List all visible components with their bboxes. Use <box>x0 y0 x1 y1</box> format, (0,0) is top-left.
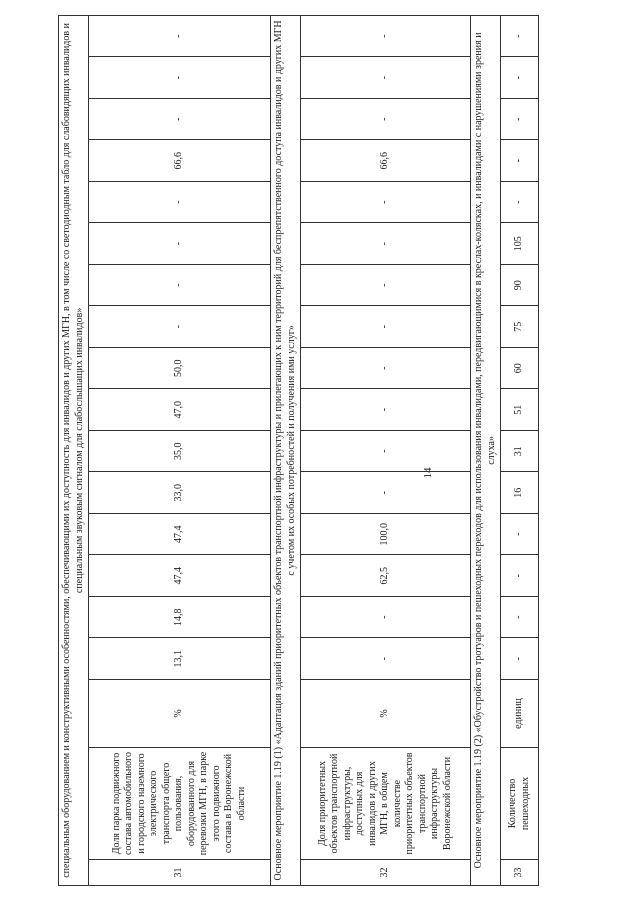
value-cell: 66,6 <box>89 140 271 182</box>
value-cell: - <box>501 638 539 680</box>
page-number: 14 <box>422 467 434 479</box>
row-number: 32 <box>301 860 471 886</box>
value-cell: - <box>89 223 271 265</box>
row-number: 31 <box>89 860 271 886</box>
value-cell: - <box>501 597 539 639</box>
value-cell: - <box>301 57 471 99</box>
value-cell: - <box>501 182 539 224</box>
value-cell: 75 <box>501 306 539 348</box>
value-cell: 51 <box>501 389 539 431</box>
unit-cell: единиц <box>501 680 539 748</box>
value-cell: - <box>89 57 271 99</box>
value-cell: - <box>301 472 471 514</box>
value-cell: - <box>89 15 271 57</box>
value-cell: - <box>89 182 271 224</box>
value-cell: 60 <box>501 348 539 390</box>
value-cell: - <box>501 57 539 99</box>
indicator-table <box>58 15 539 886</box>
value-cell: - <box>501 140 539 182</box>
value-cell: 47,0 <box>89 389 271 431</box>
value-cell: - <box>301 638 471 680</box>
value-cell: - <box>501 514 539 556</box>
table-row <box>501 15 539 885</box>
value-cell: - <box>89 306 271 348</box>
value-cell: 16 <box>501 472 539 514</box>
value-cell: 14,8 <box>89 597 271 639</box>
indicator-name: Количество пешеходных <box>501 748 539 860</box>
value-cell: 35,0 <box>89 431 271 473</box>
value-cell: - <box>301 223 471 265</box>
table-row <box>301 15 471 885</box>
section-header: Основное мероприятие 1.19 (1) «Адаптация зданий приоритетных объектов транспортной инфраструктуры и прилегающих к ним территорий для беспрепятственного доступа инвалидов и других МГН с учетом их особых потребностей и получения ими услуг» <box>271 15 301 885</box>
value-cell: 90 <box>501 265 539 307</box>
table-row <box>89 15 271 885</box>
value-cell: 50,0 <box>89 348 271 390</box>
value-cell: - <box>501 555 539 597</box>
value-cell: - <box>501 15 539 57</box>
indicator-name: Доля парка подвижного состава автомобильного и городского наземного электрического транспорта общего пользования, оборудованного для перевозки МГН, в парке этого подвижного состава в Воронежской области <box>89 748 271 860</box>
section-header-row <box>59 15 89 885</box>
value-cell: 33,0 <box>89 472 271 514</box>
value-cell: 100,0 <box>301 514 471 556</box>
section-header-row <box>471 15 501 885</box>
value-cell: 62,5 <box>301 555 471 597</box>
value-cell: - <box>89 99 271 141</box>
value-cell: - <box>301 431 471 473</box>
unit-cell: % <box>89 680 271 748</box>
value-cell: 13,1 <box>89 638 271 680</box>
value-cell: 31 <box>501 431 539 473</box>
section-header: специальным оборудованием и конструктивными особенностями, обеспечивающими их доступность для инвалидов и других МГН, в том числе со светодиодным табло для слабовидящих инвалидов и специальным звуковым сигналом для слабослышащих инвалидов» <box>59 15 89 885</box>
value-cell: 66,6 <box>301 140 471 182</box>
value-cell: - <box>301 182 471 224</box>
indicator-name: Доля приоритетных объектов транспортной инфраструктуры, доступных для инвалидов и других МГН, в общем количестве приоритетных объектов транспортной инфраструктуры Воронежской области <box>301 748 471 860</box>
section-header-row <box>271 15 301 885</box>
value-cell: - <box>301 389 471 431</box>
value-cell: - <box>89 265 271 307</box>
value-cell: - <box>301 597 471 639</box>
value-cell: - <box>301 348 471 390</box>
value-cell: 47,4 <box>89 514 271 556</box>
row-number: 33 <box>501 860 539 886</box>
section-header: Основное мероприятие 1.19 (2) «Обустройство тротуаров и пешеходных переходов для использования инвалидами, передвигающимися в креслах-колясках, и инвалидами с нарушениями зрения и слуха» <box>471 15 501 885</box>
unit-cell: % <box>301 680 471 748</box>
value-cell: - <box>501 99 539 141</box>
value-cell: 105 <box>501 223 539 265</box>
value-cell: - <box>301 265 471 307</box>
value-cell: - <box>301 15 471 57</box>
value-cell: 47,4 <box>89 555 271 597</box>
value-cell: - <box>301 99 471 141</box>
value-cell: - <box>301 306 471 348</box>
